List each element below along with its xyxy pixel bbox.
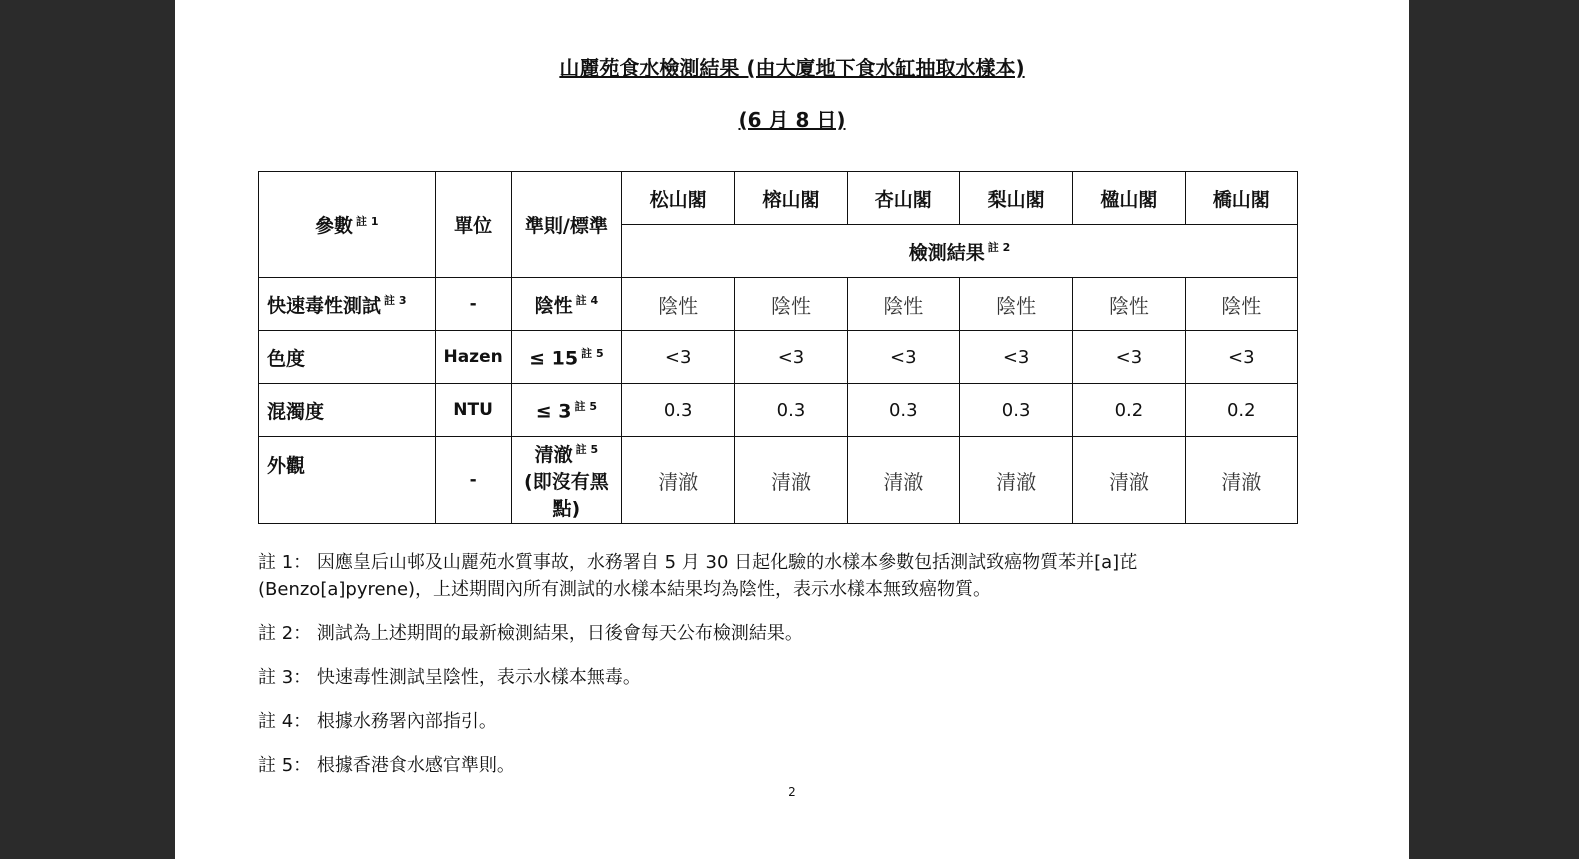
header-unit: 單位	[435, 172, 511, 278]
result-cell: 陰性	[622, 278, 735, 331]
footnotes	[258, 549, 1308, 796]
header-building: 楹山閣	[1073, 172, 1185, 225]
result-cell: 0.3	[622, 384, 735, 437]
footnote: 註 1： 因應皇后山邨及山麗苑水質事故，水務署自 5 月 30 日起化驗的水樣本參數包括測試致癌物質苯并[a]芘 (Benzo[a]pyrene)，上述期間內所有測試的水樣本結果均為陰性，表示水樣本無致癌物質。	[258, 552, 1138, 600]
page-title: 山麗苑食水檢測結果 (由大廈地下食水缸抽取水樣本)	[559, 56, 1025, 80]
header-building: 杏山閣	[847, 172, 959, 225]
header-standard: 準則/標準	[511, 172, 621, 278]
row-param: 色度	[259, 331, 436, 384]
row-unit: Hazen	[435, 331, 511, 384]
result-cell: <3	[1185, 331, 1297, 384]
result-cell: 清澈	[1073, 437, 1185, 524]
footnote: 註 2： 測試為上述期間的最新檢測結果，日後會每天公布檢測結果。	[258, 623, 803, 644]
row-standard: ≤ 15 $^{註 5}$	[511, 331, 621, 384]
footnote: 註 5： 根據香港食水感官準則。	[258, 755, 515, 776]
table-row	[259, 437, 1298, 524]
footnote: 註 4： 根據水務署內部指引。	[258, 711, 497, 732]
result-cell: <3	[735, 331, 847, 384]
table-row	[259, 331, 1298, 384]
result-cell: 清澈	[1185, 437, 1297, 524]
result-cell: 陰性	[847, 278, 959, 331]
table-row	[259, 384, 1298, 437]
row-unit: -	[435, 278, 511, 331]
page-date: (6 月 8 日)	[738, 108, 846, 132]
header-building: 松山閣	[622, 172, 735, 225]
result-cell: 陰性	[1073, 278, 1185, 331]
result-cell: 清澈	[847, 437, 959, 524]
result-cell: 0.3	[847, 384, 959, 437]
row-standard: 清澈 $^{註 5}$ (即沒有黑點)	[511, 437, 621, 524]
result-cell: 陰性	[735, 278, 847, 331]
result-cell: 清澈	[959, 437, 1072, 524]
header-results: 檢測結果 $^{註 2}$	[622, 225, 1298, 278]
result-cell: 陰性	[1185, 278, 1297, 331]
row-param: 混濁度	[259, 384, 436, 437]
header-param: 參數 $^{註 1}$	[259, 172, 436, 278]
footnote: 註 3： 快速毒性測試呈陰性，表示水樣本無毒。	[258, 667, 641, 688]
header-building: 橋山閣	[1185, 172, 1297, 225]
header-building: 梨山閣	[959, 172, 1072, 225]
result-cell: <3	[622, 331, 735, 384]
row-param: 快速毒性測試 $^{註 3}$	[259, 278, 436, 331]
results-table	[258, 171, 1298, 524]
row-param: 外觀	[259, 437, 436, 524]
page-number: 2	[788, 785, 796, 799]
row-standard: 陰性 $^{註 4}$	[511, 278, 621, 331]
row-unit: -	[435, 437, 511, 524]
result-cell: <3	[847, 331, 959, 384]
row-standard: ≤ 3 $^{註 5}$	[511, 384, 621, 437]
header-building: 榕山閣	[735, 172, 847, 225]
result-cell: <3	[1073, 331, 1185, 384]
table-row	[259, 278, 1298, 331]
result-cell: 0.2	[1185, 384, 1297, 437]
result-cell: 清澈	[735, 437, 847, 524]
result-cell: <3	[959, 331, 1072, 384]
result-cell: 0.3	[735, 384, 847, 437]
result-cell: 清澈	[622, 437, 735, 524]
result-cell: 0.2	[1073, 384, 1185, 437]
result-cell: 0.3	[959, 384, 1072, 437]
header-row	[259, 172, 1298, 225]
row-unit: NTU	[435, 384, 511, 437]
row-standard-extra: (即沒有黑點)	[524, 470, 609, 520]
document-page	[175, 0, 1409, 859]
result-cell: 陰性	[959, 278, 1072, 331]
